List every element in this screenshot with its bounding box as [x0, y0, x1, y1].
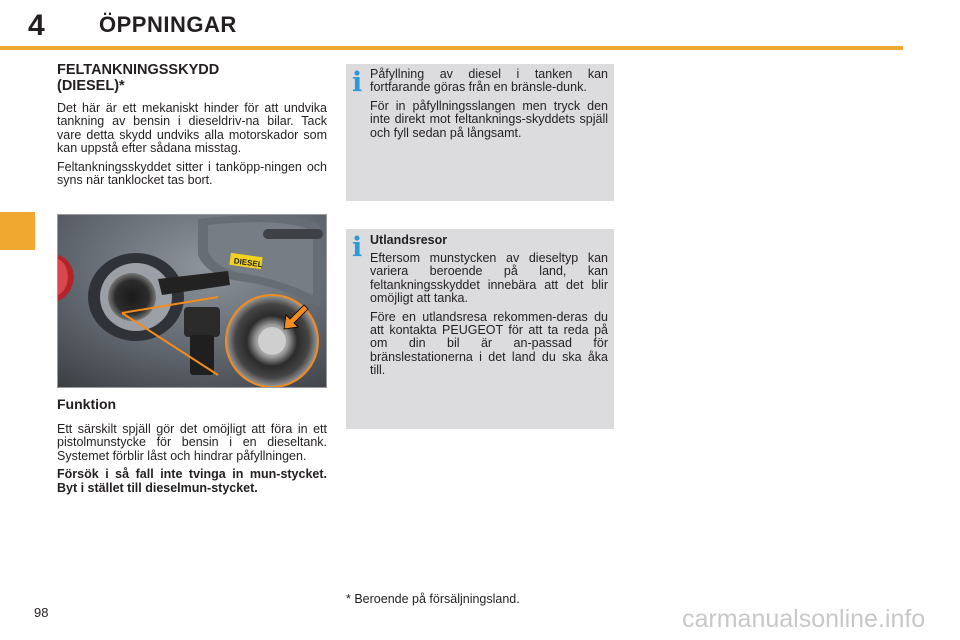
intro-paragraph: Det här är ett mekaniskt hinder för att undvika tankning av bensin i dieseldriv-na bilar. Tack vare detta skydd undviks alla motorskador som kan uppstå efter sådana misstag.: [57, 101, 327, 156]
info-paragraph: Påfyllning av diesel i tanken kan fortfarande göras från en bränsle-dunk.: [370, 67, 608, 95]
fuel-filler-photo: [57, 214, 327, 388]
section-title-line2: (DIESEL)*: [57, 78, 125, 94]
chapter-title: ÖPPNINGAR: [99, 12, 237, 37]
header-rule: [0, 46, 903, 50]
footnote: * Beroende på försäljningsland.: [346, 592, 520, 606]
diesel-sticker-label: DIESEL: [233, 256, 264, 270]
info-box-travel-abroad: [346, 229, 614, 429]
info-heading: Utlandsresor: [370, 233, 448, 247]
watermark: carmanualsonline.info: [682, 605, 926, 633]
chapter-number: 4: [28, 9, 45, 42]
info-paragraph: För in påfyllningsslangen men tryck den inte direkt mot feltanknings-skyddets spjäll och fyll sedan på långsamt.: [370, 98, 608, 140]
chapter-side-tab: [0, 212, 35, 250]
function-section: [57, 396, 327, 500]
info-box-refuel-can: [346, 64, 614, 201]
info-paragraph: Före en utlandsresa rekommen-deras du att kontakta PEUGEOT för att ta reda på om din bil är an-passad för bränslestationerna i det land du ska åka till.: [370, 309, 608, 378]
intro-paragraph: Feltankningsskyddet sitter i tanköpp-ningen och syns när tanklocket tas bort.: [57, 159, 327, 188]
function-paragraph: Ett särskilt spjäll gör det omöjligt att föra in ett pistolmunstycke för bensin i en dieseltank. Systemet förblir låst och hindrar påfyllningen.: [57, 422, 327, 463]
info-icon: i: [352, 232, 363, 263]
section-title-line1: FELTANKNINGSSKYDD: [57, 62, 220, 78]
page-number: 98: [34, 605, 49, 620]
function-warning: Försök i så fall inte tvinga in mun-stycket. Byt i stället till dieselmun-stycket.: [57, 467, 327, 495]
info-paragraph: Eftersom munstycken av dieseltyp kan variera beroende på land, kan feltankningsskyddet innebära att det blir omöjligt att tanka.: [370, 251, 608, 306]
intro-section: [57, 62, 327, 192]
info-icon: i: [352, 67, 363, 98]
function-title: Funktion: [57, 396, 117, 412]
